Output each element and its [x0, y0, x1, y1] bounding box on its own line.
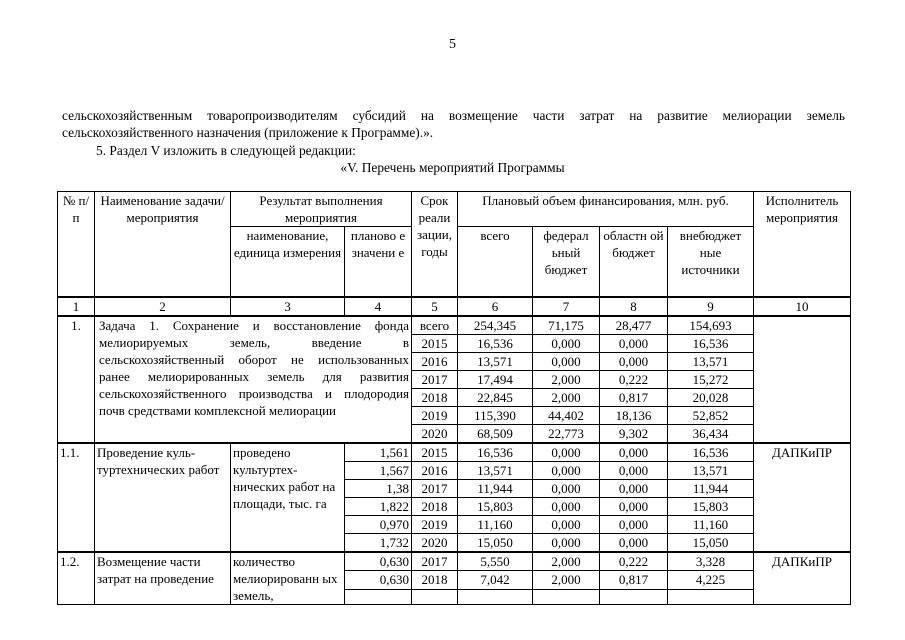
table-cell: 28,477 — [600, 316, 668, 335]
table-cell: 16,536 — [668, 334, 754, 352]
header-term: Срок реали зации, годы — [412, 192, 458, 297]
table-cell: 0,817 — [600, 571, 668, 590]
item11-result-name: проведено культуртех-нических работ на площади, тыс. га — [231, 443, 345, 552]
table-cell: 0,000 — [600, 533, 668, 552]
item11-name: Проведение куль-туртехнических работ — [95, 443, 231, 552]
table-cell: 2020 — [412, 533, 458, 552]
paragraph-section-v: 5. Раздел V изложить в следующей редакции: — [96, 143, 356, 158]
table-cell: 2015 — [412, 334, 458, 352]
table-cell — [600, 589, 668, 604]
item12-result-name: количество мелиорированн ых земель, — [231, 552, 345, 605]
table-cell: 20,028 — [668, 388, 754, 406]
table-cell: 2015 — [412, 443, 458, 462]
table-cell: 115,390 — [458, 406, 533, 424]
table-cell: 3,328 — [668, 552, 754, 571]
header-finance: Плановый объем финансирования, млн. руб. — [458, 192, 754, 227]
table-cell — [345, 589, 412, 604]
table-cell: 2,000 — [533, 552, 600, 571]
item12-name: Возмещение части затрат на проведение — [95, 552, 231, 605]
task1-num: 1. — [58, 316, 95, 443]
table-cell: 0,000 — [600, 334, 668, 352]
table-cell: 0,000 — [600, 497, 668, 515]
table-cell: 11,160 — [458, 515, 533, 533]
table-cell: 4,225 — [668, 571, 754, 590]
table-cell: 22,845 — [458, 388, 533, 406]
section-title: «V. Перечень мероприятий Программы — [340, 160, 565, 175]
table-cell: 11,944 — [458, 479, 533, 497]
table-cell: 0,000 — [533, 479, 600, 497]
col-number: 10 — [754, 297, 851, 316]
table-cell: 71,175 — [533, 316, 600, 335]
table-cell — [412, 589, 458, 604]
table-cell: 13,571 — [668, 461, 754, 479]
table-cell: 0,817 — [600, 388, 668, 406]
col-number: 6 — [458, 297, 533, 316]
header-name: Наименование задачи/мероприятия — [95, 192, 231, 297]
col-number: 8 — [600, 297, 668, 316]
table-cell: 0,000 — [600, 352, 668, 370]
col-number: 2 — [95, 297, 231, 316]
col-number: 9 — [668, 297, 754, 316]
table-cell: 16,536 — [668, 443, 754, 462]
table-cell: 2016 — [412, 461, 458, 479]
table-cell: 0,222 — [600, 370, 668, 388]
header-result-plan: планово е значени е — [345, 227, 412, 297]
table-cell: 0,000 — [600, 479, 668, 497]
table-cell: 0,000 — [533, 497, 600, 515]
header-regional: областн ой бюджет — [600, 227, 668, 297]
table-cell: 154,693 — [668, 316, 754, 335]
table-cell: 18,136 — [600, 406, 668, 424]
item12-executor: ДАПКиПР — [754, 552, 851, 605]
table-cell: 0,000 — [533, 352, 600, 370]
table-cell: всего — [412, 316, 458, 335]
table-cell: 0,000 — [533, 515, 600, 533]
header-total: всего — [458, 227, 533, 297]
measures-table — [57, 191, 851, 605]
table-cell: 1,567 — [345, 461, 412, 479]
table-cell: 17,494 — [458, 370, 533, 388]
header-executor: Исполнитель мероприятия — [754, 192, 851, 297]
table-cell: 44,402 — [533, 406, 600, 424]
table-cell: 2020 — [412, 424, 458, 443]
page-number: 5 — [449, 37, 456, 52]
table-cell: 2019 — [412, 515, 458, 533]
table-cell: 7,042 — [458, 571, 533, 590]
table-cell: 11,160 — [668, 515, 754, 533]
table-cell: 36,434 — [668, 424, 754, 443]
table-cell: 9,302 — [600, 424, 668, 443]
table-cell: 2016 — [412, 352, 458, 370]
header-offbudget: внебюджет ные источники — [668, 227, 754, 297]
header-federal: федерал ьный бюджет — [533, 227, 600, 297]
paragraph-subsidies: сельскохозяйственным товаропроизводителям субсидий на возмещение части затрат на развитие мелиорации земель сельскохозяйственного назначения (приложение к Программе).». — [62, 108, 845, 140]
table-cell: 0,630 — [345, 571, 412, 590]
table-cell: 15,050 — [458, 533, 533, 552]
table-cell: 2018 — [412, 497, 458, 515]
table-cell: 2,000 — [533, 370, 600, 388]
table-cell: 0,000 — [533, 461, 600, 479]
header-result: Результат выполнения мероприятия — [231, 192, 412, 227]
table-cell: 2017 — [412, 370, 458, 388]
table-cell: 1,732 — [345, 533, 412, 552]
table-cell: 15,272 — [668, 370, 754, 388]
table-cell — [458, 589, 533, 604]
table-cell: 22,773 — [533, 424, 600, 443]
table-cell: 2018 — [412, 388, 458, 406]
task1-executor — [754, 316, 851, 443]
col-number: 1 — [58, 297, 95, 316]
table-cell: 0,000 — [533, 443, 600, 462]
col-number: 4 — [345, 297, 412, 316]
header-result-name: наименование, единица измерения — [231, 227, 345, 297]
table-cell: 13,571 — [458, 461, 533, 479]
table-cell: 15,050 — [668, 533, 754, 552]
table-cell: 0,970 — [345, 515, 412, 533]
table-cell: 0,000 — [600, 461, 668, 479]
table-cell: 13,571 — [458, 352, 533, 370]
col-number: 5 — [412, 297, 458, 316]
item11-num: 1.1. — [58, 443, 95, 552]
table-cell: 254,345 — [458, 316, 533, 335]
table-cell: 16,536 — [458, 443, 533, 462]
table-cell: 0,630 — [345, 552, 412, 571]
table-cell: 2019 — [412, 406, 458, 424]
table-cell: 1,822 — [345, 497, 412, 515]
table-cell: 1,561 — [345, 443, 412, 462]
table-cell: 52,852 — [668, 406, 754, 424]
table-cell: 15,803 — [458, 497, 533, 515]
table-cell — [533, 589, 600, 604]
table-cell: 5,550 — [458, 552, 533, 571]
table-cell: 0,000 — [600, 443, 668, 462]
col-number: 7 — [533, 297, 600, 316]
table-cell: 2017 — [412, 479, 458, 497]
table-cell: 16,536 — [458, 334, 533, 352]
table-cell: 2,000 — [533, 388, 600, 406]
col-number: 3 — [231, 297, 345, 316]
table-cell: 0,222 — [600, 552, 668, 571]
table-cell: 1,38 — [345, 479, 412, 497]
table-cell: 2017 — [412, 552, 458, 571]
item12-num: 1.2. — [58, 552, 95, 605]
table-cell: 2018 — [412, 571, 458, 590]
table-cell: 0,000 — [600, 515, 668, 533]
table-cell: 68,509 — [458, 424, 533, 443]
table-cell — [668, 589, 754, 604]
table-cell: 0,000 — [533, 334, 600, 352]
header-num: № п/п — [58, 192, 95, 297]
table-cell: 15,803 — [668, 497, 754, 515]
item11-executor: ДАПКиПР — [754, 443, 851, 552]
table-cell: 13,571 — [668, 352, 754, 370]
table-cell: 2,000 — [533, 571, 600, 590]
task1-name: Задача 1. Сохранение и восстановление фонда мелиорируемых земель, введение в сельскохозяйственный оборот не использованных ранее мелиорированных земель для развития сельскохозяйственного производства и плодородия почв средствами комплексной мелиорации — [95, 316, 412, 443]
table-cell: 0,000 — [533, 533, 600, 552]
table-cell: 11,944 — [668, 479, 754, 497]
